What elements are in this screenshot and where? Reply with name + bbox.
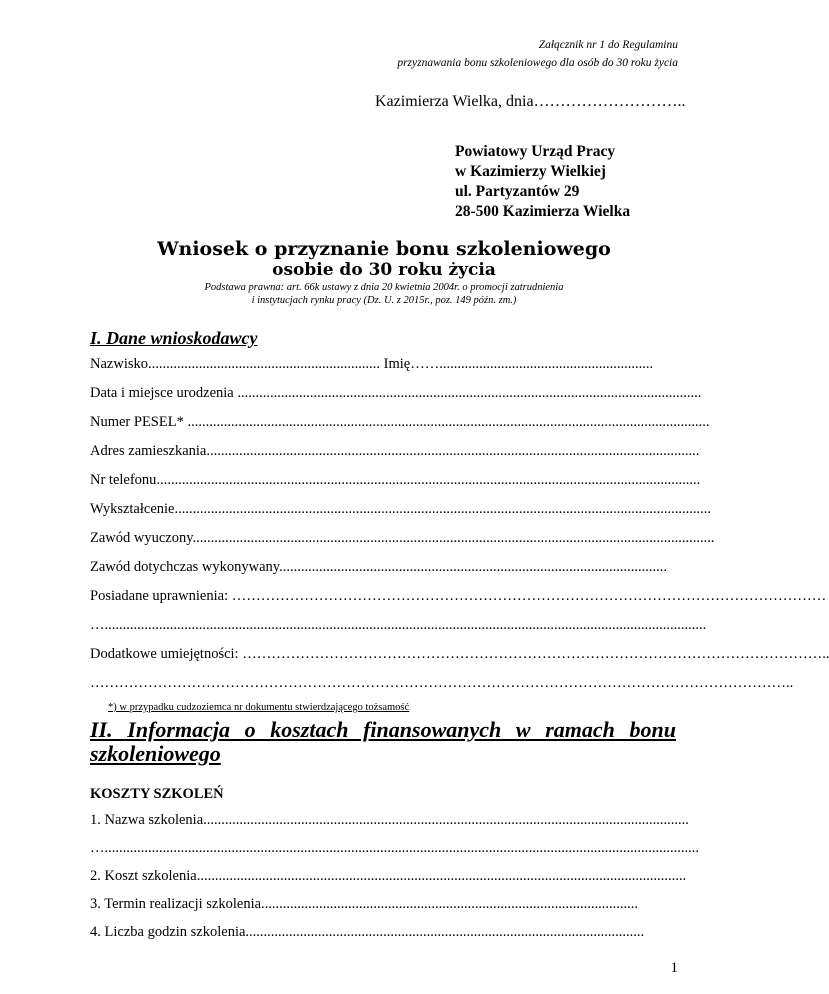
field-label: 2. Koszt szkolenia <box>90 868 197 884</box>
field-dots: ...................................................................................................................................... <box>203 812 689 828</box>
field-dots: ....................................................................................................................................... <box>196 868 687 884</box>
birth-date-place-field <box>90 385 702 402</box>
document-subtitle: osobie do 30 roku życia <box>272 260 496 280</box>
addressee-line-2: w Kazimierzy Wielkiej <box>455 163 606 180</box>
costs-heading: KOSZTY SZKOLEŃ <box>90 786 224 802</box>
field-dots: ................................................................................................................................................ <box>187 414 710 430</box>
field-dots: .............................................................................................................. <box>245 924 645 940</box>
education-field <box>90 501 711 518</box>
field-label: Wykształcenie <box>90 501 175 517</box>
legal-basis-line-1: Podstawa prawna: art. 66k ustawy z dnia 20 kwietnia 2004r. o promocji zatrudnienia <box>204 282 564 293</box>
field-label: Numer PESEL* <box>90 414 188 430</box>
section-2-heading-line-2: szkoleniowego <box>90 741 221 766</box>
address-field <box>90 443 700 460</box>
field-dots: ................................................................................................................................ <box>237 385 702 401</box>
legal-basis-line-2: i instytucjach rynku pracy (Dz. U. z 2015r., poz. 149 późn. zm.) <box>251 295 517 306</box>
place-date: Kazimierza Wielka, dnia……………………….. <box>375 93 686 110</box>
name-dots: ……........................................................... <box>410 356 654 372</box>
training-name-continuation <box>90 840 699 857</box>
training-cost-field <box>90 868 687 885</box>
field-dots: ................................................................................................................................................ <box>192 530 715 546</box>
training-hours-field <box>90 924 668 941</box>
addressee-line-3: ul. Partyzantów 29 <box>455 183 580 200</box>
surname-name-field <box>90 356 676 373</box>
field-label: Zawód wyuczony <box>90 530 193 546</box>
field-label: Adres zamieszkania <box>90 443 207 459</box>
annex-line-1: Załącznik nr 1 do Regulaminu <box>538 39 678 51</box>
field-dots: .................................................................................................................................................... <box>174 501 711 517</box>
learned-profession-field <box>90 530 715 547</box>
field-label: Posiadane uprawnienia: <box>90 588 232 604</box>
addressee-line-4: 28-500 Kazimierza Wielka <box>455 203 631 220</box>
field-dots: ...................................................................................................................................................... <box>156 472 701 488</box>
document-title: Wniosek o przyznanie bonu szkoleniowego <box>157 238 611 260</box>
training-term-field <box>90 896 664 913</box>
additional-skills-continuation <box>90 675 794 692</box>
section-1-heading: I. Dane wnioskodawcy <box>90 328 258 348</box>
qualifications-continuation <box>90 617 707 634</box>
field-dots: ………………………………………………………………………………………………………….. <box>242 646 829 662</box>
qualifications-field <box>90 588 827 605</box>
surname-label: Nazwisko <box>90 356 148 372</box>
pesel-footnote: *) w przypadku cudzoziemca nr dokumentu stwierdzającego tożsamość <box>108 702 410 713</box>
field-dots: ........................................................................................................................................ <box>206 443 700 459</box>
annex-line-2: przyznawania bonu szkoleniowego dla osób do 30 roku życia <box>397 57 678 69</box>
field-dots: ….................................................................................................................................................................... <box>90 840 699 856</box>
page-number: 1 <box>670 960 678 976</box>
addressee-line-1: Powiatowy Urząd Pracy <box>455 143 616 160</box>
field-dots: ........................................................................................................... <box>279 559 667 575</box>
field-label: Nr telefonu <box>90 472 157 488</box>
field-label: Data i miejsce urodzenia <box>90 385 238 401</box>
field-label: 1. Nazwa szkolenia <box>90 812 204 828</box>
field-dots: …...................................................................................................................................................................... <box>90 617 707 633</box>
field-dots: ……………………………………………………………………………………………………………………………….. <box>90 675 794 691</box>
training-name-field <box>90 812 689 829</box>
phone-field <box>90 472 701 489</box>
field-dots: ........................................................................................................ <box>261 896 639 912</box>
additional-skills-field <box>90 646 829 663</box>
field-label: Zawód dotychczas wykonywany <box>90 559 280 575</box>
pesel-field <box>90 414 710 431</box>
field-label: Dodatkowe umiejętności: <box>90 646 243 662</box>
current-profession-field <box>90 559 676 576</box>
section-2-heading-line-1: II. Informacja o kosztach finansowanych w ramach bonu <box>90 717 676 742</box>
field-dots: …………………………………………………………………………………………………………… <box>231 588 827 604</box>
field-label: 3. Termin realizacji szkolenia <box>90 896 262 912</box>
name-label: Imię <box>380 356 411 372</box>
surname-dots: ................................................................ <box>148 356 380 372</box>
field-label: 4. Liczba godzin szkolenia <box>90 924 246 940</box>
